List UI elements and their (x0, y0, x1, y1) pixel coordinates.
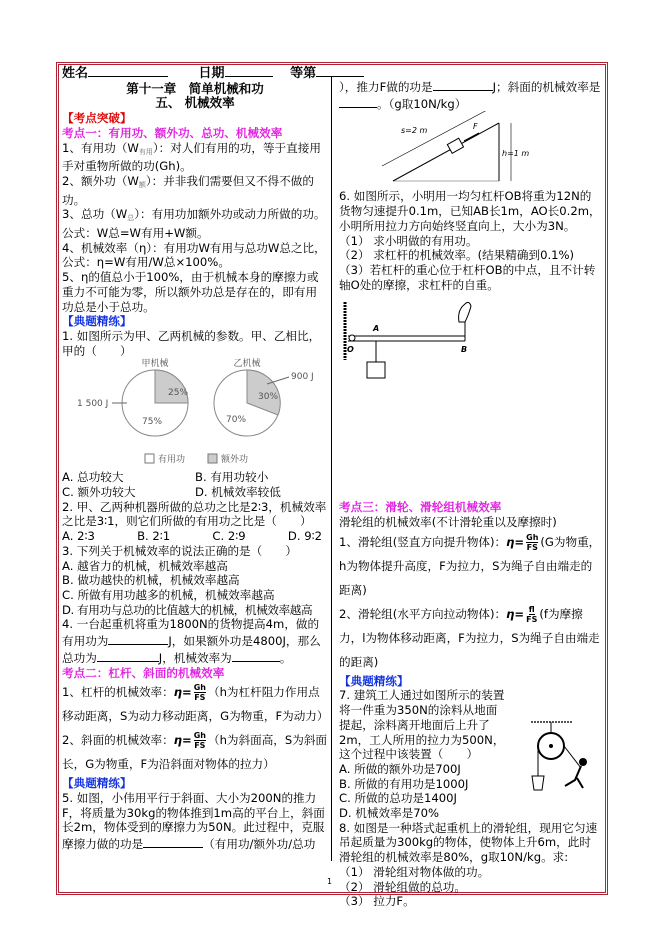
k1-title: 考点一：有用功、额外功、总功、机械效率 (62, 125, 283, 140)
column-divider (331, 76, 332, 861)
svg-text:h=1 m: h=1 m (502, 149, 530, 159)
svg-text:30%: 30% (258, 392, 279, 403)
q8-stem: 8. 如图是一种塔式起重机上的滑轮组，现用它匀速吊起质量为300kg的物体，使物体上升6m，此时滑轮组的机械效率是80%，g取10N/kg。求: (339, 820, 598, 865)
k1-item5: 5、η的值总小于100%，由于机械本身的摩擦力或重力不可能为零，所以额外功总是存在的，即有用功总是小于总功。 (62, 270, 319, 314)
q2-option-b[interactable]: B. 2∶1 (137, 529, 171, 544)
q8-part2: （2） 滑轮组做的总功。 (339, 879, 466, 894)
date-blank[interactable] (225, 64, 273, 77)
practice-heading-2: 【典题精练】 (62, 776, 132, 791)
q1-option-c[interactable]: C. 额外功较大 (62, 485, 136, 500)
blank-space (339, 384, 601, 500)
svg-text:900 J: 900 J (291, 372, 314, 383)
q3-stem: 3. 下列关于机械效率的说法正确的是（ ） (62, 543, 298, 558)
q5-part2: ），推力F做的功是 J；斜面的机械效率是。（g取10N/kg） (339, 80, 601, 111)
chapter-title: 第十一章 简单机械和功 (126, 80, 264, 96)
k1-item3: 3、总功$(W_总)$：有用功加额外功或动力所做的功。 (62, 207, 326, 223)
q5-part1: 5. 如图，小伟用平行于斜面、大小为200N的推力F，将质量为30kg的物体推到1m高的平台上，斜面长2m，物体受到的摩擦力为50N。此过程中，克服摩擦力做的功是 （有用功/额外功/总功 (62, 790, 325, 852)
q3-option-b[interactable]: B. 做功越快的机械，机械效率越高 (62, 573, 240, 588)
k1-item1: 1、有用功$(W_{有用})$：对人们有用的功，等于直接用手对重物所做的功(Gh)。 (62, 140, 321, 174)
k1-item2: 2、额外功$(W_额)$：并非我们需要但又不得不做的功。 (62, 173, 314, 207)
q3-option-c[interactable]: C. 所做有用功越多的机械，机械效率越高 (62, 587, 275, 602)
q3-option-a[interactable]: A. 越省力的机械，机械效率越高 (62, 558, 228, 573)
pie-b-title: 乙机械 (233, 359, 261, 370)
q2-option-c[interactable]: C. 2∶9 (212, 529, 246, 544)
q8-part3: （3） 拉力F。 (339, 894, 415, 909)
q7-option-b[interactable]: B. 所做的有用功是1000J (339, 776, 469, 791)
q6-part3: （3）若杠杆的重心位于杠杆OB的中点，且不计转轴O处的摩擦，求杠杆的自重。 (339, 262, 596, 292)
lever-figure (339, 292, 601, 384)
q7-stem: 7. 建筑工人通过如图所示的装置将一件重为350N的涂料从地面提起，涂料离开地面后上升了2m，工人所用的拉力为500N，这个过程中该装置（ ） (339, 688, 505, 762)
q2-option-a[interactable]: A. 2∶3 (62, 529, 95, 544)
q7-option-c[interactable]: C. 所做的总功是1400J (339, 791, 457, 806)
right-column (339, 78, 601, 909)
svg-text:F: F (473, 122, 478, 132)
k3-intro: 滑轮组的机械效率(不计滑轮重以及摩擦时) (339, 515, 557, 530)
breakthrough-heading: 【考点突破】 (62, 111, 132, 126)
page-number: 1 (327, 877, 333, 886)
svg-text:额外功: 额外功 (221, 455, 249, 466)
svg-text:A: A (373, 324, 380, 334)
svg-text:1 500 J: 1 500 J (77, 399, 109, 410)
weight-box (367, 362, 385, 378)
q4: 4. 一台起重机将重为1800N的货物提高4m，做的有用功为 J，如果额外功是4800J，那么总功为 J，机械效率为 。 (62, 617, 321, 665)
left-column (62, 64, 328, 852)
practice-heading-3: 【典题精练】 (339, 673, 409, 688)
q1-option-b[interactable]: B. 有用功较小 (195, 470, 269, 485)
q4-blank-eff[interactable] (232, 649, 280, 662)
q2-stem: 2. 甲、乙两种机器所做的总功之比是2∶3，机械效率之比是3∶1，则它们所做的有用功之比是（ ） (62, 499, 327, 529)
q7-option-a[interactable]: A. 所做的额外功是700J (339, 761, 461, 776)
q7-option-d[interactable]: D. 机械效率是70% (339, 806, 440, 821)
q4-blank-useful[interactable] (108, 632, 168, 645)
q3-option-d[interactable]: D. 有用功与总功的比值越大的机械，机械效率越高 (62, 602, 313, 617)
k2-item2: 2、斜面的机械效率：η= $\frac{Gh}{FS}$ （h为斜面高，S为斜面长，G为物重，F为沿斜面对物体的拉力） (62, 731, 328, 772)
svg-text:B: B (461, 345, 468, 355)
incline-figure (339, 111, 601, 189)
legend-extra-swatch (208, 454, 217, 463)
q2-options (62, 529, 328, 544)
name-label: 姓名 (62, 66, 89, 81)
hand-icon (459, 303, 471, 323)
svg-text:70%: 70% (226, 415, 247, 426)
k3-item2: 2、滑轮组(水平方向拉动物体)：η= $\frac{fl}{FS}$ (f为摩擦力，l为物体移动距离，F为拉力，S为绳子自由端走的距离) (339, 604, 600, 669)
rank-blank[interactable] (316, 64, 364, 77)
svg-text:75%: 75% (142, 417, 163, 428)
pie-a-extra (155, 370, 188, 403)
q4-blank-total[interactable] (97, 649, 159, 662)
k3-title: 考点三：滑轮、滑轮组机械效率 (339, 500, 502, 515)
name-blank[interactable] (88, 64, 168, 77)
legend-useful-swatch (145, 454, 154, 463)
q5-blank-eff[interactable] (339, 95, 377, 108)
practice-heading: 【典题精练】 (62, 314, 132, 329)
q2-option-d[interactable]: D. 9∶2 (287, 529, 322, 544)
q6-part2: （2） 求杠杆的机械效率。(结果精确到0.1%) (339, 248, 575, 263)
pulley-figure (511, 718, 591, 796)
block (447, 139, 463, 154)
svg-text:有用功: 有用功 (158, 455, 186, 466)
q6-part1: （1） 求小明做的有用功。 (339, 233, 478, 248)
q1-pie-charts (62, 358, 328, 470)
q1-stem: 1. 如图所示为甲、乙两机械的参数。甲、乙相比，甲的（ ） (62, 328, 321, 358)
q1-options-row1 (62, 470, 328, 485)
q8-part1: （1） 滑轮组对物体做的功。 (339, 864, 490, 879)
k1-item4: 4、机械效率（η）：有用功W有用与总功W总之比， (62, 240, 326, 255)
k2-title: 考点二：杠杆、斜面的机械效率 (62, 665, 225, 680)
svg-text:25%: 25% (168, 388, 189, 399)
q5-blank-type[interactable] (143, 835, 203, 848)
header-line (62, 64, 328, 82)
formula-gh-fs: $\frac{Gh}{FS}$ (193, 683, 206, 703)
pie-a-title: 甲机械 (141, 359, 169, 370)
k2-item1: 1、杠杆的机械效率：η= $\frac{Gh}{FS}$ （h为杠杆阻力作用点移动距离，S为动力移动距离，G为物重，F为动力） (62, 683, 329, 724)
date-label: 日期 (198, 66, 225, 81)
q5-blank-work[interactable] (433, 78, 493, 91)
k3-item1: 1、滑轮组(竖直方向提升物体)：η= $\frac{Gh}{FS}$ (G为物重，h为物体提升高度，F为拉力，S为绳子自由端走的距离) (339, 532, 601, 597)
k1-formula3: 公式：W总=W有用+W额。 (62, 226, 209, 241)
section-title: 五、 机械效率 (155, 95, 235, 111)
rank-label: 等第 (290, 66, 317, 81)
q5-text-continued: （有用功/额外功/总功 (203, 837, 316, 852)
svg-text:O: O (347, 345, 354, 355)
q1-option-a[interactable]: A. 总功较大 (62, 470, 124, 485)
q1-options-row2 (62, 485, 328, 500)
k1-formula4: 公式：η=W有用/W总×100%。 (62, 255, 230, 270)
q6-stem: 6. 如图所示，小明用一均匀杠杆OB将重为12N的货物匀速提升0.1m，已知AB长1m，AO长0.2m，小明所用拉力方向始终竖直向上，大小为3N。 (339, 189, 601, 233)
formula-gh-fs: $\frac{Gh}{FS}$ (193, 731, 206, 751)
svg-text:s=2 m: s=2 m (401, 126, 428, 136)
q1-option-d[interactable]: D. 机械效率较低 (195, 485, 281, 500)
